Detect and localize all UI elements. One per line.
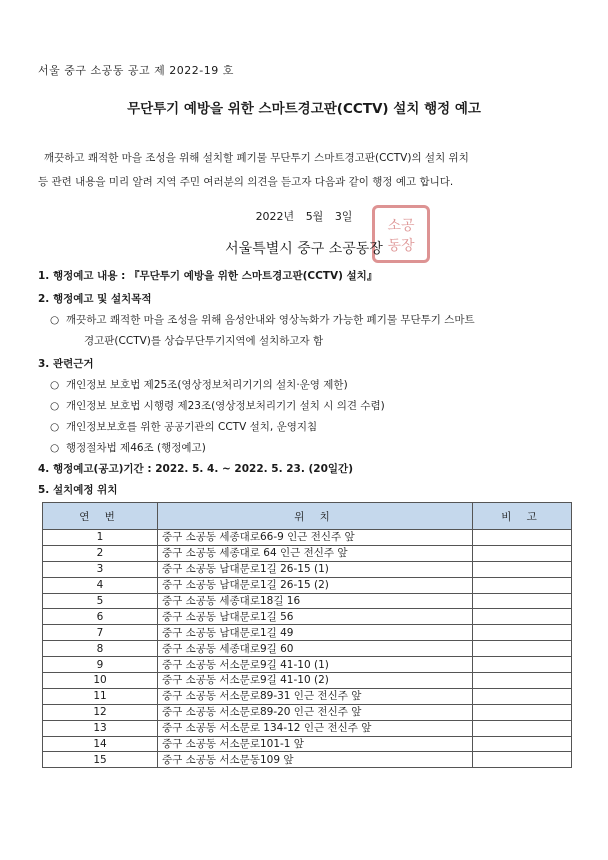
section-4: 4. 행정예고(공고)기간 : 2022. 5. 4. ~ 2022. 5. 23. (20일간) <box>38 463 353 475</box>
table-row <box>43 641 572 657</box>
section-3: 3. 관련근거 <box>38 358 94 370</box>
date-month: 5월 <box>305 210 324 223</box>
bullet-circle: ○ <box>50 379 60 391</box>
section-2-item <box>50 312 475 327</box>
section-3-item-text: 개인정보 보호법 제25조(영상정보처리기기의 설치·운영 제한) <box>66 379 348 391</box>
table-row <box>43 625 572 641</box>
row-remark <box>473 625 572 641</box>
document-title: 무단투기 예방을 위한 스마트경고판(CCTV) 설치 행정 예고 <box>127 101 481 117</box>
row-remark <box>473 577 572 593</box>
section-3-item-text: 개인정보보호를 위한 공공기관의 CCTV 설치, 운영지침 <box>66 421 318 433</box>
section-3-item-text: 행정절차법 제46조 (행정예고) <box>66 442 206 454</box>
table-row <box>43 545 572 561</box>
notice-number: 서울 중구 소공동 공고 제 2022-19 호 <box>38 64 234 77</box>
table-row <box>43 673 572 689</box>
row-location: 중구 소공동 서소문로 134-12 인근 전신주 앞 <box>158 720 473 736</box>
row-number: 9 <box>43 657 158 673</box>
row-number: 6 <box>43 609 158 625</box>
seal-text-top: 소공 <box>387 218 415 234</box>
row-number: 10 <box>43 673 158 689</box>
header-location: 위 치 <box>158 503 473 530</box>
row-number: 3 <box>43 561 158 577</box>
table-row <box>43 530 572 546</box>
section-5: 5. 설치예정 위치 <box>38 484 118 496</box>
row-location: 중구 소공동 서소문로101-1 앞 <box>158 736 473 752</box>
table-row <box>43 593 572 609</box>
issuer-name: 서울특별시 중구 소공동장 <box>225 241 383 257</box>
row-location: 중구 소공동 남대문로1길 56 <box>158 609 473 625</box>
seal-text-bottom: 동장 <box>387 238 415 254</box>
section-1: 1. 행정예고 내용 : 『무단투기 예방을 위한 스마트경고판(CCTV) 설치』 <box>38 270 378 282</box>
intro-paragraph <box>38 146 578 194</box>
row-location: 중구 소공동 세종대로18길 16 <box>158 593 473 609</box>
row-remark <box>473 673 572 689</box>
row-location: 중구 소공동 세종대로9길 60 <box>158 641 473 657</box>
row-location: 중구 소공동 세종대로66-9 인근 전신주 앞 <box>158 530 473 546</box>
intro-line-2: 등 관련 내용을 미리 알려 지역 주민 여러분의 의견을 듣고자 다음과 같이 행정 예고 합니다. <box>38 176 454 188</box>
table-row <box>43 561 572 577</box>
row-remark <box>473 530 572 546</box>
section-3-item <box>50 398 385 413</box>
section-3-item <box>50 440 206 455</box>
row-location: 중구 소공동 남대문로1길 26-15 (2) <box>158 577 473 593</box>
row-remark <box>473 720 572 736</box>
row-number: 12 <box>43 704 158 720</box>
date-year: 2022년 <box>255 210 295 223</box>
table-row <box>43 720 572 736</box>
bullet-circle: ○ <box>50 421 60 433</box>
row-remark <box>473 657 572 673</box>
row-number: 14 <box>43 736 158 752</box>
row-location: 중구 소공동 서소문로89-31 인근 전신주 앞 <box>158 688 473 704</box>
row-location: 중구 소공동 남대문로1길 49 <box>158 625 473 641</box>
row-location: 중구 소공동 서소문로89-20 인근 전신주 앞 <box>158 704 473 720</box>
table-row <box>43 577 572 593</box>
bullet-circle: ○ <box>50 442 60 454</box>
row-number: 15 <box>43 752 158 768</box>
intro-line-1: 깨끗하고 쾌적한 마을 조성을 위해 설치할 폐기물 무단투기 스마트경고판(CCTV)의 설치 위치 <box>44 152 469 164</box>
row-number: 8 <box>43 641 158 657</box>
table-row <box>43 752 572 768</box>
row-number: 1 <box>43 530 158 546</box>
section-3-item-text: 개인정보 보호법 시행령 제23조(영상정보처리기기 설치 시 의견 수렴) <box>66 400 385 412</box>
row-remark <box>473 545 572 561</box>
table-row <box>43 688 572 704</box>
table-row <box>43 704 572 720</box>
row-location: 중구 소공동 서소문동109 앞 <box>158 752 473 768</box>
table-row <box>43 609 572 625</box>
row-remark <box>473 641 572 657</box>
row-number: 5 <box>43 593 158 609</box>
row-location: 중구 소공동 남대문로1길 26-15 (1) <box>158 561 473 577</box>
header-remark: 비 고 <box>473 503 572 530</box>
row-remark <box>473 593 572 609</box>
row-number: 13 <box>43 720 158 736</box>
section-3-item <box>50 377 348 392</box>
row-number: 7 <box>43 625 158 641</box>
row-number: 11 <box>43 688 158 704</box>
row-remark <box>473 736 572 752</box>
section-2-item-line-1: 깨끗하고 쾌적한 마을 조성을 위해 음성안내와 영상녹화가 가능한 폐기물 무단투기 스마트 <box>66 314 475 326</box>
section-3-item <box>50 419 317 434</box>
row-remark <box>473 688 572 704</box>
row-location: 중구 소공동 서소문로9길 41-10 (2) <box>158 673 473 689</box>
row-remark <box>473 752 572 768</box>
bullet-circle: ○ <box>50 400 60 412</box>
row-remark <box>473 561 572 577</box>
notice-date <box>0 208 608 224</box>
table-row <box>43 736 572 752</box>
row-location: 중구 소공동 서소문로9길 41-10 (1) <box>158 657 473 673</box>
location-table <box>42 502 572 768</box>
table-header-row <box>43 503 572 530</box>
row-number: 4 <box>43 577 158 593</box>
header-number: 연 번 <box>43 503 158 530</box>
section-2-item-line-2: 경고판(CCTV)를 상습무단투기지역에 설치하고자 함 <box>84 335 324 347</box>
bullet-circle: ○ <box>50 314 60 326</box>
date-day: 3일 <box>334 210 353 223</box>
table-row <box>43 657 572 673</box>
row-remark <box>473 609 572 625</box>
row-remark <box>473 704 572 720</box>
row-location: 중구 소공동 세종대로 64 인근 전신주 앞 <box>158 545 473 561</box>
section-2: 2. 행정예고 및 설치목적 <box>38 293 152 305</box>
row-number: 2 <box>43 545 158 561</box>
